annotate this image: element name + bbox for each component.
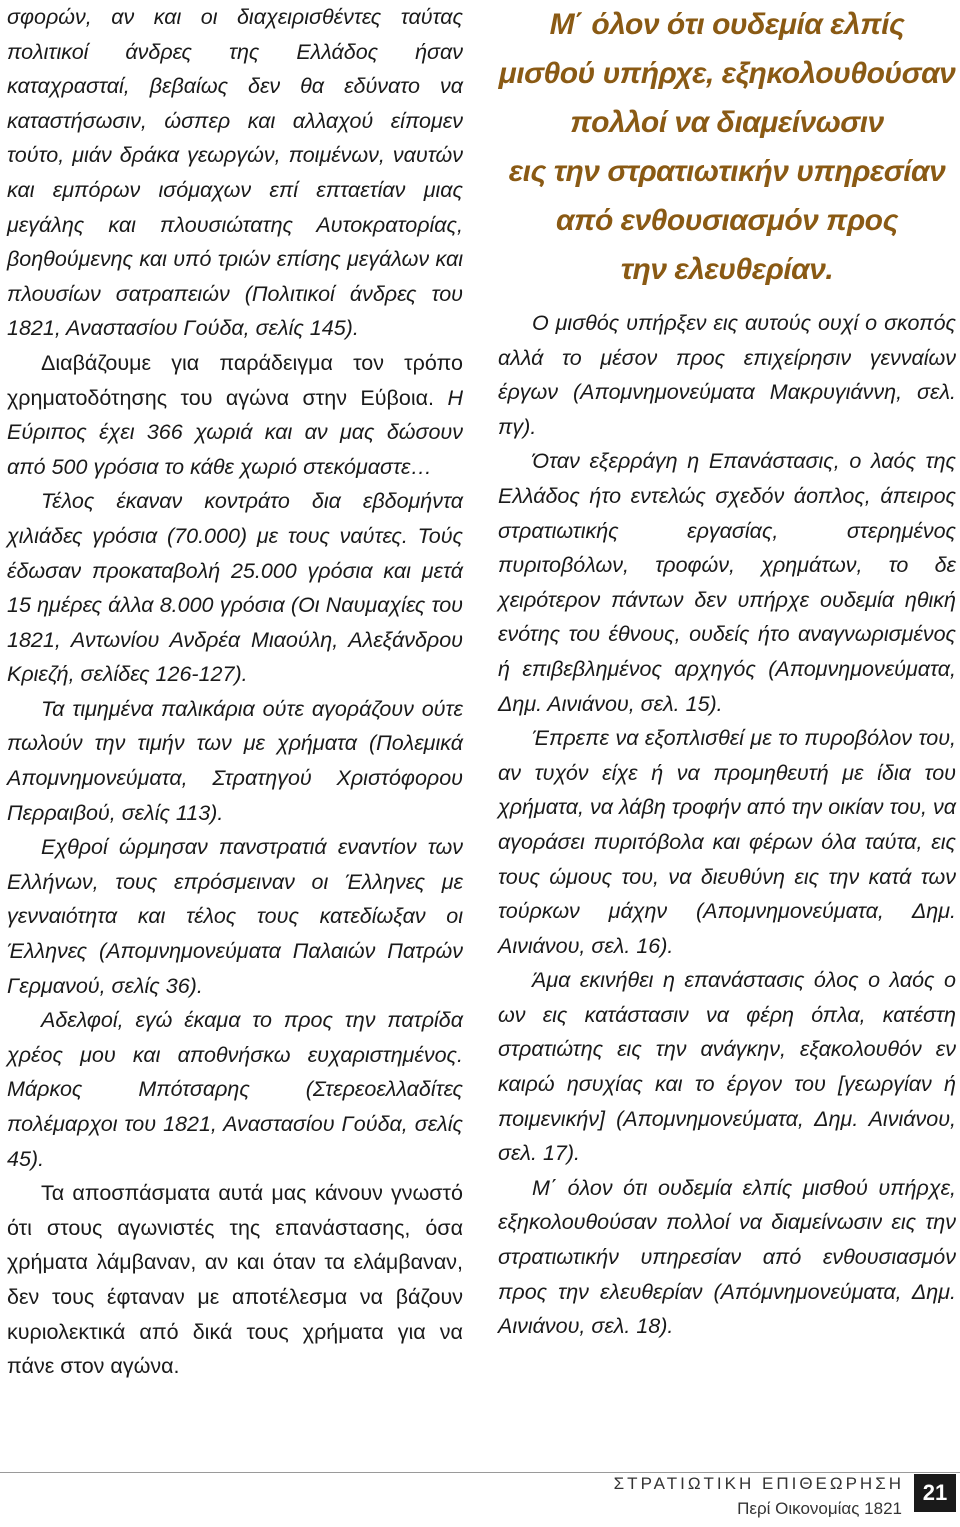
pull-quote-line: εις την στρατιωτικήν υπηρεσίαν — [508, 155, 946, 188]
paragraph: Όταν εξερράγη η Επανάστασις, ο λαός της Ελλάδος ήτο εντελώς σχεδόν άοπλος, άπειρος στρατιωτικής εργασίας, στερημένος πυριτοβόλων, τροφών, χρημάτων, το δε χειρότερον πάντων δεν υπήρχε ουδεμία ηθική ενότης του έθνους, ουδείς ήτο αναγνωρισμένος ή επιβεβλημένος αρχηγός (Απομνημονεύματα, Δημ. Αινιάνου, σελ. 15). — [498, 449, 956, 716]
left-text-column — [7, 0, 463, 1384]
paragraph-quote-text: Η Εύριπος έχει 366 χωριά και αν μας δώσουν από 500 γρόσια το κάθε χωριό στεκόμαστε… — [7, 385, 463, 479]
paragraph: Άμα εκινήθει η επανάστασις όλος ο λαός ο ων εις κατάστασιν να φέρη όπλα, κατέστη στρατιώτης εις την ανάγκην, εξακολουθόν εν καιρώ ησυχίας και το έργον του [γεωργίαν ή ποιμενικήν] (Απομνημονεύματα, Δημ. Αινιάνου, σελ. 17). — [498, 968, 956, 1166]
paragraph: Αδελφοί, εγώ έκαμα το προς την πατρίδα χρέος μου και αποθνήσκω ευχαριστημένος. Μάρκος Μπότσαρης (Στερεοελλαδίτες πολέμαρχοι του 1821, Αναστασίου Γούδα, σελίς 45). — [7, 1008, 463, 1171]
pull-quote-line: την ελευθερίαν. — [620, 253, 834, 286]
paragraph: Ο μισθός υπήρξεν εις αυτούς ουχί ο σκοπός αλλά το μέσον προς επιχείρησιν γενναίων έργων (Απομνημονεύματα Μακρυγιάννη, σελ. πγ). — [498, 311, 956, 439]
paragraph: Έπρεπε να εξοπλισθεί με το πυροβόλον του, αν τυχόν είχε ή να προμηθευτή με ίδια του χρήματα, να λάβη τροφήν από την οικίαν του, να αγοράσει πυριτόβολα και φέρων όλα ταύτα, εις τους ώμους του, να διευθύνη εις την κατά των τούρκων μάχην (Απομνημονεύματα, Δημ. Αινιάνου, σελ. 16). — [498, 726, 956, 958]
paragraph: σφορών, αν και οι διαχειρισθέντες ταύτας πολιτικοί άνδρες της Ελλάδος ήσαν καταχρασταί, βεβαίως δεν θα εδύνατο να καταστήσωσιν, ώσπερ και αλλαχού είπομεν τούτο, μιάν δράκα γεωργών, ποιμένων, ναυτών και εμπόρων ισόμαχων επί επταετίαν μιας μεγάλης και πλουσιώτατης Αυτοκρατορίας, βοηθούμενης και υπό τριών επίσης μεγάλων και πλουσίων σατραπειών (Πολιτικοί άνδρες του 1821, Αναστασίου Γούδα, σελίς 145). — [7, 5, 463, 341]
paragraph — [7, 346, 463, 484]
paragraph-regular-text: Διαβάζουμε για παράδειγμα τον τρόπο χρηματοδότησης του αγώνα στην Εύβοια. — [7, 350, 463, 410]
right-text-column — [498, 0, 956, 1344]
pull-quote-line: Μ΄ όλον ότι ουδεμία ελπίς — [549, 8, 905, 41]
pull-quote-line: από ενθουσιασμόν προς — [556, 204, 898, 237]
pull-quote — [498, 0, 956, 294]
paragraph: Μ΄ όλον ότι ουδεμία ελπίς μισθού υπήρχε, εξηκολουθούσαν πολλοί να διαμείνωσιν εις την στρατιωτικήν υπηρεσίαν από ενθουσιασμόν προς την ελευθερίαν (Απόμνημονεύματα, Δημ. Αινιάνου, σελ. 18). — [498, 1175, 956, 1339]
footer-publication-title: ΣΤΡΑΤΙΩΤΙΚΗ ΕΠΙΘΕΩΡΗΣΗ — [613, 1474, 904, 1493]
paragraph: Τέλος έκαναν κοντράτο δια εβδομήντα χιλιάδες γρόσια (70.000) με τους ναύτες. Τούς έδωσαν προκαταβολή 25.000 γρόσια και μετά 15 ημέρες άλλα 8.000 γρόσια (Οι Ναυμαχίες του 1821, Αντωνίου Ανδρέα Μιαούλη, Αλεξάνδρου Κριεζή, σελίδες 126-127). — [7, 489, 463, 687]
paragraph: Εχθροί ώρμησαν πανστρατιά εναντίον των Ελλήνων, τους επρόσμειναν οι Έλληνες με γενναιότητα και τέλος τους κατεδίωξαν οι Έλληνες (Απομνημονεύματα Παλαιών Πατρών Γερμανού, σελίς 36). — [7, 835, 463, 998]
page-number: 21 — [914, 1474, 956, 1512]
pull-quote-line: πολλοί να διαμείνωσιν — [570, 106, 884, 139]
paragraph: Τα αποσπάσματα αυτά μας κάνουν γνωστό ότι στους αγωνιστές της επανάστασης, όσα χρήματα λάμβαναν, αν και όταν τα ελάμβαναν, δεν τους έφταναν με αποτέλεσμα να βάζουν κυριολεκτικά από δικά τους χρήματα για να πάνε στον αγώνα. — [7, 1181, 463, 1379]
pull-quote-line: μισθού υπήρχε, εξηκολουθούσαν — [498, 57, 956, 90]
paragraph: Τα τιμημένα παλικάρια ούτε αγοράζουν ούτε πωλούν την τιμήν των με χρήματα (Πολεμικά Απομνημονεύματα, Στρατηγού Χριστόφορου Περραιβού, σελίς 113). — [7, 696, 463, 825]
footer-section-title: Περί Οικονομίας 1821 — [737, 1499, 902, 1518]
footer-divider — [0, 1472, 960, 1473]
